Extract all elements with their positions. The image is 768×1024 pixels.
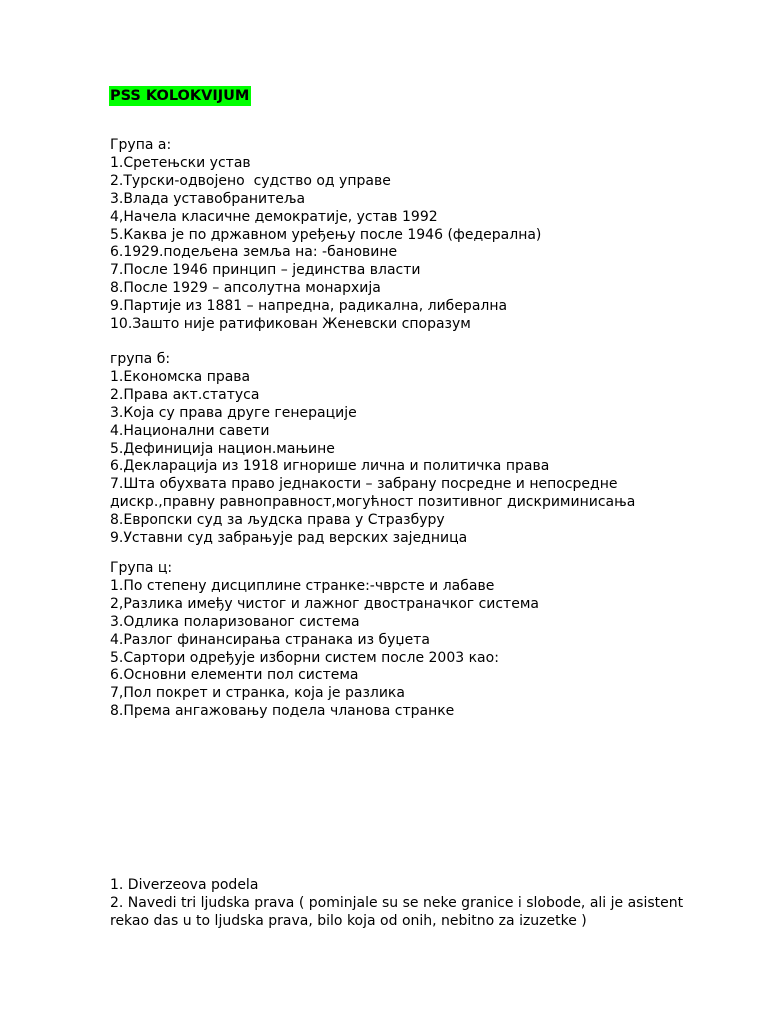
group-a-item: 8.После 1929 – апсолутна монархија — [110, 280, 381, 297]
latin-note-item: 1. Diverzeova podela — [110, 877, 259, 893]
group-a-item: 2.Турски-одвојено судство од управе — [110, 172, 391, 189]
group-c-item: 3.Одлика поларизованог система — [110, 613, 360, 630]
group-a-item: 4,Начела класичне демократије, устав 1992 — [110, 208, 438, 225]
group-a-item: 3.Влада уставобранитеља — [110, 190, 306, 207]
group-c-section — [110, 560, 730, 721]
group-b-item: 4.Национални савети — [110, 422, 270, 439]
group-b-item: 9.Уставни суд забрањује рад верских заједница — [110, 530, 468, 547]
latin-note-item-continuation: rekao das u to ljudska prava, bilo koja od onih, nebitno za izuzetke ) — [110, 912, 587, 929]
group-a-item: 1.Сретењски устав — [110, 154, 251, 171]
group-a-item: 5.Каква је по државном уређењу после 1946 (федерална) — [110, 226, 542, 243]
group-c-item: 1.По степену дисциплине странке:-чврсте и лабаве — [110, 577, 495, 594]
group-b-item: 6.Декларација из 1918 игнорише лична и политичка права — [110, 458, 550, 475]
document-title: PSS KOLOKVIJUM — [110, 88, 250, 104]
group-c-item: 2,Разлика имеђу чистог и лажног двостраначког система — [110, 595, 539, 612]
group-a-item: 7.После 1946 принцип – јединства власти — [110, 262, 421, 279]
group-a-heading: Група а: — [110, 137, 172, 153]
group-b-section — [110, 351, 730, 548]
group-a-section — [110, 137, 730, 334]
latin-notes-section — [110, 877, 730, 931]
group-b-item: 3.Која су права друге генерације — [110, 404, 357, 421]
group-c-item: 8.Према ангажовању подела чланова странке — [110, 703, 455, 720]
group-a-item: 9.Партије из 1881 – напредна, радикална, либерална — [110, 298, 508, 315]
group-c-item: 7,Пол покрет и странка, која је разлика — [110, 685, 405, 702]
group-b-item: 1.Економска права — [110, 368, 251, 385]
group-a-item: 10.Зашто није ратификован Женевски споразум — [110, 316, 471, 333]
group-b-item-continuation: дискр.,правну равноправност,могућност позитивног дискриминисања — [110, 494, 636, 511]
group-b-item: 7.Шта обухвата право једнакости – забрану посредне и непосредне — [110, 476, 618, 493]
group-c-item: 6.Основни елементи пол система — [110, 667, 359, 684]
latin-note-item: 2. Navedi tri ljudska prava ( pominjale su se neke granice i slobode, ali je asistent — [110, 894, 684, 911]
group-b-heading: група б: — [110, 351, 171, 367]
group-a-item: 6.1929.подељена земља на: -бановине — [110, 244, 398, 261]
group-b-item: 8.Европски суд за људска права у Стразбуру — [110, 512, 445, 529]
group-b-item: 5.Дефиниција национ.мањине — [110, 440, 335, 457]
group-c-heading: Група ц: — [110, 560, 173, 576]
group-c-item: 4.Разлог финансирања странака из буџета — [110, 631, 430, 648]
group-b-item: 2.Права акт.статуса — [110, 386, 260, 403]
group-c-item: 5.Сартори одређује изборни систем после 2003 као: — [110, 649, 499, 666]
